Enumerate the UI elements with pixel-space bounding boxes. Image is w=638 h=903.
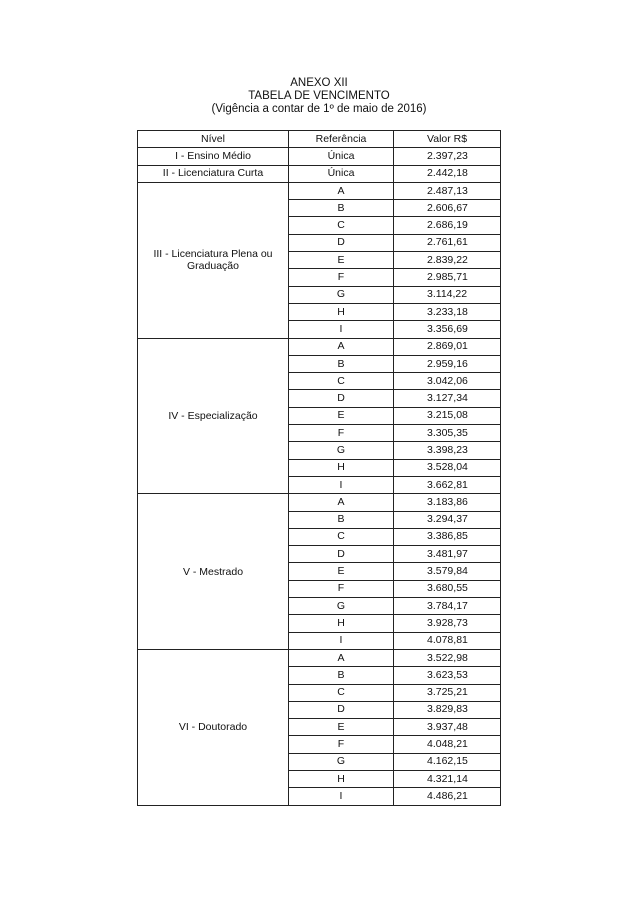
reference-cell: D (289, 546, 394, 563)
reference-cell: H (289, 770, 394, 787)
value-cell: 3.114,22 (394, 286, 501, 303)
reference-cell: A (289, 182, 394, 199)
table-row (138, 165, 501, 182)
table-row (138, 494, 501, 511)
value-cell: 4.321,14 (394, 770, 501, 787)
reference-cell: F (289, 269, 394, 286)
value-cell: 3.481,97 (394, 546, 501, 563)
value-cell: 3.623,53 (394, 667, 501, 684)
reference-cell: A (289, 649, 394, 666)
table-row (138, 338, 501, 355)
reference-cell: B (289, 200, 394, 217)
reference-cell: F (289, 580, 394, 597)
reference-cell: I (289, 476, 394, 493)
level-group-cell: IV - Especialização (138, 338, 289, 494)
document-header (0, 77, 638, 116)
value-cell: 2.839,22 (394, 252, 501, 269)
value-cell: 3.579,84 (394, 563, 501, 580)
value-cell: 3.183,86 (394, 494, 501, 511)
table-title: TABELA DE VENCIMENTO (248, 90, 390, 102)
reference-cell: G (289, 286, 394, 303)
reference-cell: G (289, 753, 394, 770)
value-cell: 3.725,21 (394, 684, 501, 701)
reference-cell: F (289, 425, 394, 442)
reference-cell: D (289, 701, 394, 718)
reference-cell: D (289, 234, 394, 251)
value-cell: 2.686,19 (394, 217, 501, 234)
value-cell: 3.528,04 (394, 459, 501, 476)
reference-cell: G (289, 442, 394, 459)
table-row (138, 148, 501, 165)
reference-cell: D (289, 390, 394, 407)
reference-cell: H (289, 615, 394, 632)
reference-cell: C (289, 528, 394, 545)
reference-cell: A (289, 338, 394, 355)
reference-cell: A (289, 494, 394, 511)
value-cell: 3.233,18 (394, 303, 501, 320)
annex-title: ANEXO XII (290, 77, 348, 89)
value-cell: 3.680,55 (394, 580, 501, 597)
table-header (138, 131, 501, 148)
value-cell: 4.162,15 (394, 753, 501, 770)
level-group-cell: V - Mestrado (138, 494, 289, 650)
table-row (138, 649, 501, 666)
value-cell: 3.042,06 (394, 373, 501, 390)
value-cell: 3.127,34 (394, 390, 501, 407)
value-cell: 3.829,83 (394, 701, 501, 718)
salary-table (137, 130, 501, 806)
value-cell: 3.305,35 (394, 425, 501, 442)
table-row (138, 182, 501, 199)
reference-cell: Única (289, 148, 394, 165)
value-cell: 2.487,13 (394, 182, 501, 199)
value-cell: 4.078,81 (394, 632, 501, 649)
value-cell: 2.397,23 (394, 148, 501, 165)
reference-cell: I (289, 632, 394, 649)
value-cell: 3.662,81 (394, 476, 501, 493)
reference-cell: E (289, 407, 394, 424)
reference-cell: H (289, 459, 394, 476)
reference-cell: E (289, 563, 394, 580)
value-cell: 3.522,98 (394, 649, 501, 666)
table-body (138, 148, 501, 805)
header-level: Nível (138, 131, 289, 148)
reference-cell: C (289, 373, 394, 390)
level-cell: II - Licenciatura Curta (138, 165, 289, 182)
value-cell: 2.606,67 (394, 200, 501, 217)
value-cell: 3.398,23 (394, 442, 501, 459)
reference-cell: B (289, 355, 394, 372)
value-cell: 2.869,01 (394, 338, 501, 355)
header-reference: Referência (289, 131, 394, 148)
reference-cell: I (289, 321, 394, 338)
reference-cell: I (289, 788, 394, 805)
value-cell: 2.959,16 (394, 355, 501, 372)
reference-cell: E (289, 252, 394, 269)
value-cell: 2.761,61 (394, 234, 501, 251)
reference-cell: C (289, 684, 394, 701)
value-cell: 2.442,18 (394, 165, 501, 182)
value-cell: 3.784,17 (394, 598, 501, 615)
reference-cell: B (289, 511, 394, 528)
value-cell: 3.386,85 (394, 528, 501, 545)
value-cell: 3.294,37 (394, 511, 501, 528)
header-value: Valor R$ (394, 131, 501, 148)
value-cell: 2.985,71 (394, 269, 501, 286)
reference-cell: G (289, 598, 394, 615)
reference-cell: C (289, 217, 394, 234)
value-cell: 3.937,48 (394, 719, 501, 736)
level-group-cell: VI - Doutorado (138, 649, 289, 805)
value-cell: 4.048,21 (394, 736, 501, 753)
reference-cell: Única (289, 165, 394, 182)
value-cell: 3.356,69 (394, 321, 501, 338)
reference-cell: B (289, 667, 394, 684)
value-cell: 4.486,21 (394, 788, 501, 805)
reference-cell: F (289, 736, 394, 753)
validity-note: (Vigência a contar de 1º de maio de 2016) (211, 103, 427, 115)
level-cell: I - Ensino Médio (138, 148, 289, 165)
value-cell: 3.215,08 (394, 407, 501, 424)
level-group-cell: III - Licenciatura Plena ou Graduação (138, 182, 289, 338)
header-row (138, 131, 501, 148)
reference-cell: H (289, 303, 394, 320)
value-cell: 3.928,73 (394, 615, 501, 632)
reference-cell: E (289, 719, 394, 736)
